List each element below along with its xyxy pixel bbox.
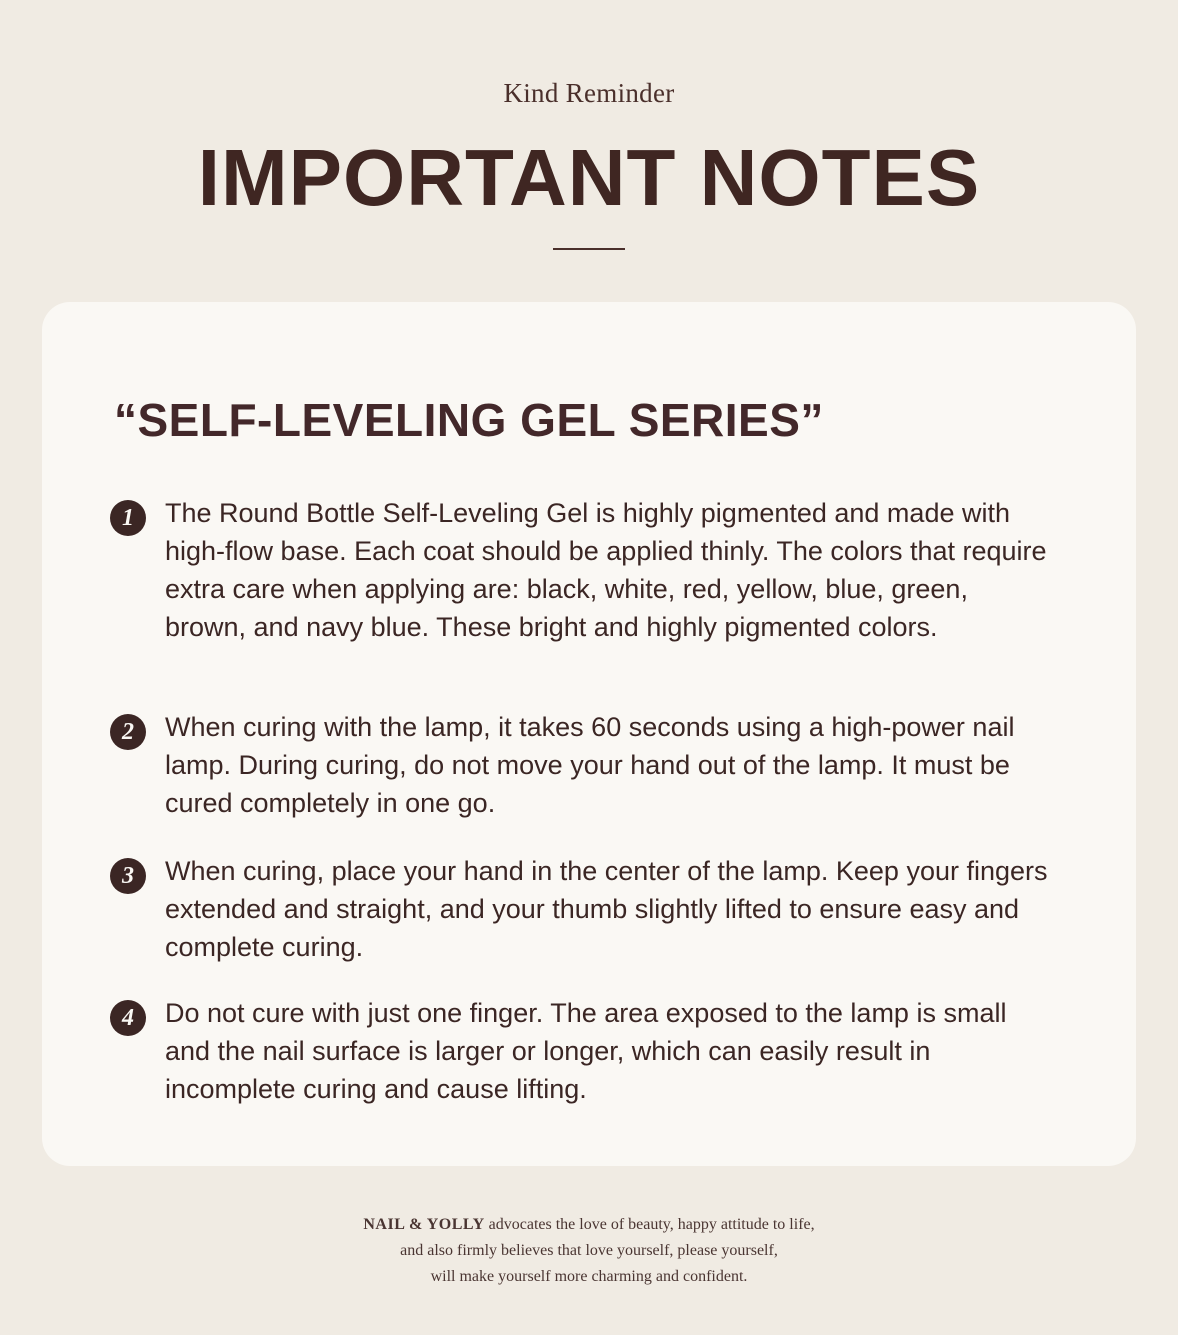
footer-line-3: will make yourself more charming and confident. [430,1268,748,1285]
footer-tagline [0,1212,1178,1290]
footer-line-1 [0,1212,1178,1238]
note-number-badge: 3 [110,858,146,894]
note-text: Do not cure with just one finger. The area exposed to the lamp is small and the nail surface is larger or longer, which can easily result in incomplete curing and cause lifting. [165,998,1007,1104]
footer-line-2: and also firmly believes that love yourself, please yourself, [400,1242,778,1259]
card-title: “SELF-LEVELING GEL SERIES” [114,394,824,446]
title-divider [553,248,625,250]
note-number-badge: 4 [110,1000,146,1036]
brand-name: NAIL & YOLLY [363,1216,485,1233]
page-title: IMPORTANT NOTES [197,133,981,222]
notes-card [42,302,1136,1166]
note-text: When curing with the lamp, it takes 60 seconds using a high-power nail lamp. During curing, do not move your hand out of the lamp. It must be cured completely in one go. [165,712,1015,818]
note-number-badge: 1 [110,500,146,536]
footer-line-1-text: advocates the love of beauty, happy attitude to life, [484,1216,815,1233]
kicker-label: Kind Reminder [503,78,675,108]
note-number-badge: 2 [110,714,146,750]
note-text: When curing, place your hand in the center of the lamp. Keep your fingers extended and straight, and your thumb slightly lifted to ensure easy and complete curing. [165,856,1048,962]
note-text: The Round Bottle Self-Leveling Gel is highly pigmented and made with high-flow base. Each coat should be applied thinly. The colors that require extra care when applying are: black, white, red, yellow, blue, green, brown, and navy blue. These bright and highly pigmented colors. [165,498,1047,642]
